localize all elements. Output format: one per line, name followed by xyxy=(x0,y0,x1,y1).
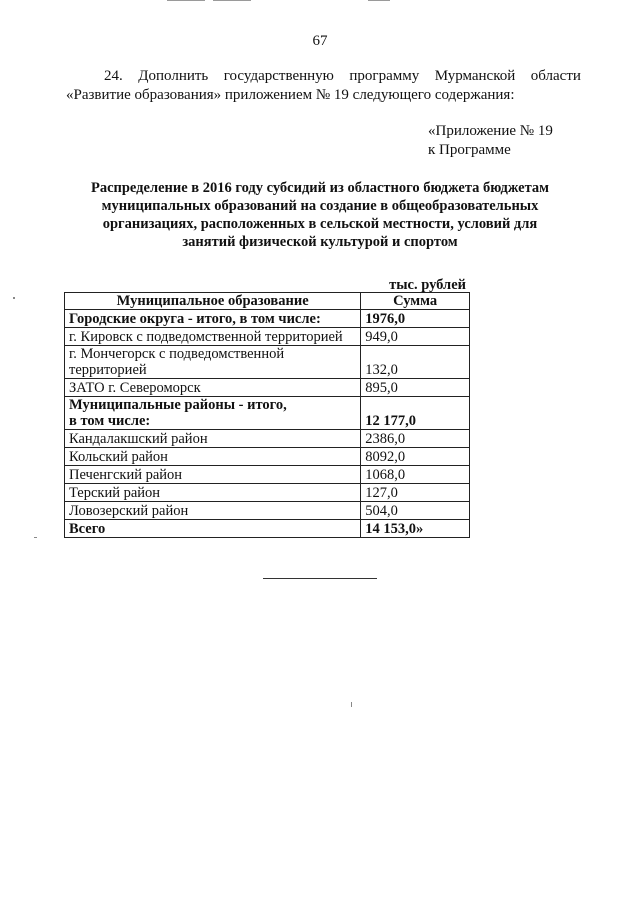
paragraph-word: области xyxy=(530,68,581,84)
row-name xyxy=(65,397,361,430)
row-name-line: Муниципальные районы - итого, xyxy=(69,397,287,413)
header-municipality: Муниципальное образование xyxy=(65,293,361,310)
paragraph-item-number: 24. xyxy=(104,68,123,84)
row-sum: 1068,0 xyxy=(361,466,470,484)
paragraph-line-1 xyxy=(66,67,581,86)
body-paragraph xyxy=(66,67,581,105)
table-row xyxy=(65,484,470,502)
paragraph-line-2: «Развитие образования» приложением № 19 следующего содержания: xyxy=(66,87,515,103)
distribution-table xyxy=(64,292,470,538)
paragraph-word: программу xyxy=(349,68,420,84)
row-name: Кандалакшский район xyxy=(65,430,361,448)
row-name: г. Кировск с подведомственной территорией xyxy=(65,328,361,346)
scan-speck xyxy=(351,702,352,707)
row-sum: 14 153,0» xyxy=(361,520,470,538)
row-name xyxy=(65,346,361,379)
table-row xyxy=(65,397,470,430)
scan-speck xyxy=(34,537,37,538)
row-name: ЗАТО г. Североморск xyxy=(65,379,361,397)
header-sum: Сумма xyxy=(361,293,470,310)
row-name: Всего xyxy=(65,520,361,538)
row-name: Печенгский район xyxy=(65,466,361,484)
row-sum: 895,0 xyxy=(361,379,470,397)
row-name: Терский район xyxy=(65,484,361,502)
row-sum: 2386,0 xyxy=(361,430,470,448)
table-row xyxy=(65,379,470,397)
row-name-line: г. Мончегорск с подведомственной xyxy=(69,346,285,362)
heading-line: организациях, расположенных в сельской местности, условий для xyxy=(102,216,538,232)
row-name-line: территорией xyxy=(69,362,147,378)
row-name: Кольский район xyxy=(65,448,361,466)
units-label: тыс. рублей xyxy=(389,277,466,293)
row-sum: 949,0 xyxy=(361,328,470,346)
heading-line: муниципальных образований на создание в общеобразовательных xyxy=(101,198,539,214)
document-heading xyxy=(60,179,580,251)
heading-line: Распределение в 2016 году субсидий из областного бюджета бюджетам xyxy=(90,180,550,196)
table-row xyxy=(65,346,470,379)
row-sum: 127,0 xyxy=(361,484,470,502)
row-name: Городские округа - итого, в том числе: xyxy=(65,310,361,328)
paragraph-word: государственную xyxy=(223,68,334,84)
row-sum: 504,0 xyxy=(361,502,470,520)
appendix-line-2: к Программе xyxy=(428,142,511,158)
appendix-line-1: «Приложение № 19 xyxy=(428,123,553,139)
row-sum: 12 177,0 xyxy=(361,397,470,430)
table-row xyxy=(65,502,470,520)
paragraph-word: Дополнить xyxy=(138,68,209,84)
table-row xyxy=(65,430,470,448)
table-header-row xyxy=(65,293,470,310)
end-divider-line xyxy=(263,578,377,579)
table-row xyxy=(65,466,470,484)
scan-speck xyxy=(13,297,15,299)
row-sum: 1976,0 xyxy=(361,310,470,328)
appendix-reference xyxy=(428,122,553,160)
page-number: 67 xyxy=(312,33,328,49)
table-row xyxy=(65,328,470,346)
row-name-line: в том числе: xyxy=(69,413,151,429)
row-name: Ловозерский район xyxy=(65,502,361,520)
scan-artifact-marks xyxy=(0,0,640,6)
paragraph-word: Мурманской xyxy=(434,68,516,84)
row-sum: 8092,0 xyxy=(361,448,470,466)
table-row xyxy=(65,310,470,328)
row-sum: 132,0 xyxy=(361,346,470,379)
table-row xyxy=(65,448,470,466)
heading-line: занятий физической культурой и спортом xyxy=(182,234,458,250)
table-row-total xyxy=(65,520,470,538)
